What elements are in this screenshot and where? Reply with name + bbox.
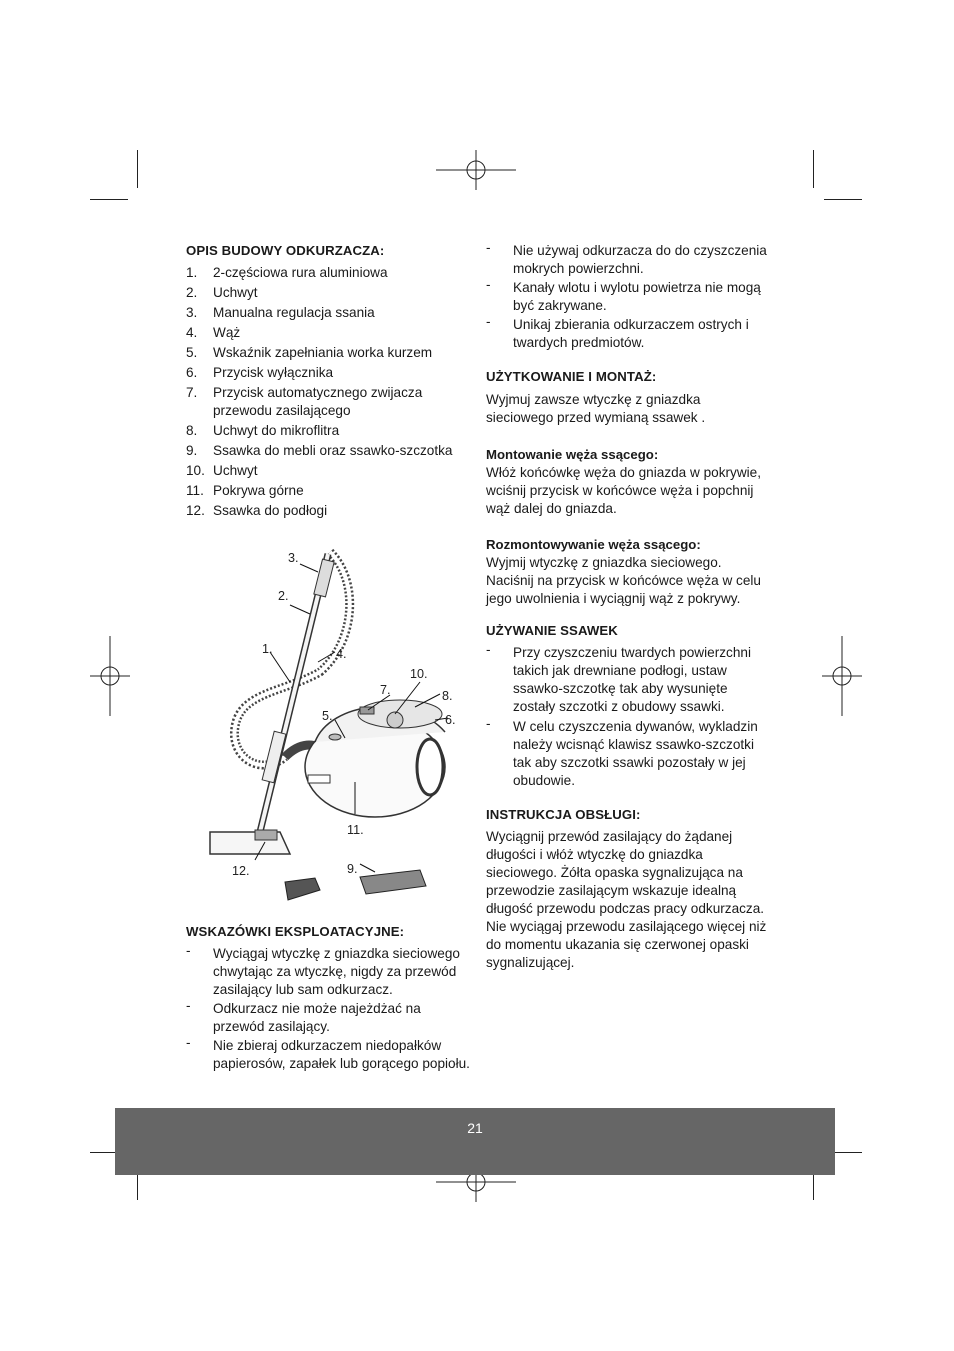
- nozzle-list: [486, 644, 771, 790]
- figure-label: 6.: [445, 713, 456, 727]
- left-column: [186, 242, 471, 1074]
- manual-heading: INSTRUKCJA OBSŁUGI:: [486, 807, 641, 822]
- tips-list: [186, 945, 471, 1073]
- list-item: 10. Uchwyt: [186, 463, 258, 478]
- figure-label: 5.: [322, 709, 333, 723]
- list-item: 1. 2-częściowa rura aluminiowa: [186, 265, 388, 280]
- list-item: 8. Uchwyt do mikroflitra: [186, 423, 340, 438]
- list-item: 9. Ssawka do mebli oraz ssawko-szczotka: [186, 443, 453, 458]
- figure-label: 11.: [347, 823, 364, 837]
- list-item: 4. Wąż: [186, 325, 241, 340]
- figure-label: 7.: [380, 683, 391, 697]
- parts-heading: OPIS BUDOWY ODKURZACZA:: [186, 243, 385, 258]
- list-item: 7. Przycisk automatycznego zwijacza przewodu zasilającego: [186, 385, 423, 418]
- figure-label: 4.: [336, 647, 347, 661]
- list-item: - Wyciągaj wtyczkę z gniazdka sieciowego chwytając za wtyczkę, nigdy za przewód zasilający lub sam odkurzacz.: [186, 943, 460, 997]
- footer-band: [115, 1108, 835, 1175]
- figure-label: 3.: [288, 551, 299, 565]
- list-item: - Unikaj zbierania odkurzaczem ostrych i twardych predmiotów.: [486, 314, 749, 350]
- tips-heading: WSKAZÓWKI EKSPLOATACYJNE:: [186, 924, 405, 939]
- tips-list-continued: [486, 242, 771, 352]
- figure-label: 12.: [232, 864, 250, 878]
- list-item: 2. Uchwyt: [186, 285, 258, 300]
- list-item: 5. Wskaźnik zapełniania worka kurzem: [186, 345, 433, 360]
- registration-mark-icon: [436, 150, 516, 190]
- figure-label: 10.: [410, 667, 428, 681]
- vacuum-illustration: [190, 542, 470, 902]
- figure-label: 1.: [262, 642, 273, 656]
- list-item: - Nie zbieraj odkurzaczem niedopałków papierosów, zapałek lub gorącego popiołu.: [186, 1035, 470, 1071]
- crop-mark: [824, 199, 862, 200]
- figure-label: 2.: [278, 589, 289, 603]
- crop-mark: [813, 150, 814, 188]
- usage-heading: UŻYTKOWANIE I MONTAŻ:: [486, 369, 657, 384]
- crop-mark: [137, 150, 138, 188]
- usage-text: Wyjmuj zawsze wtyczkę z gniazdka sieciowego przed wymianą ssawek .: [486, 392, 706, 425]
- dismount-heading: Rozmontowywanie węża ssącego:: [486, 537, 701, 552]
- list-item: 12. Ssawka do podłogi: [186, 503, 328, 518]
- mount-heading: Montowanie węża ssącego:: [486, 447, 659, 462]
- page-number: 21: [467, 1120, 483, 1136]
- list-item: - Przy czyszczeniu twardych powierzchni takich jak drewniane podłogi, ustaw ssawko-szczotkę tak aby wysunięte zostały szczotki z obudowy ssawki.: [486, 642, 751, 714]
- dismount-text: Wyjmij wtyczkę z gniazdka sieciowego. Naciśnij na przycisk w końcówce węża w celu jego uwolnienia i wyciągnij wąż z pokrywy.: [486, 555, 761, 606]
- nozzle-heading: UŻYWANIE SSAWEK: [486, 623, 618, 638]
- registration-mark-icon: [822, 636, 862, 716]
- list-item: - W celu czyszczenia dywanów, wykladzin należy wcisnąć klawisz ssawko-szczotki tak aby szczotki ssawki pozostały w jej obudowie.: [486, 716, 758, 788]
- parts-list: [186, 264, 471, 520]
- list-item: - Odkurzacz nie może najeżdżać na przewód zasilający.: [186, 998, 421, 1034]
- mount-text: Włóż końcówkę węża do gniazda w pokrywie, wciśnij przycisk w końcówce węża i popchnij wąż dalej do gniazda.: [486, 465, 762, 516]
- vacuum-cleaner-diagram: [190, 542, 470, 902]
- list-item: - Nie używaj odkurzacza do do czyszczenia mokrych powierzchni.: [486, 240, 767, 276]
- crop-mark: [90, 199, 128, 200]
- figure-label: 9.: [347, 862, 358, 876]
- figure-label: 8.: [442, 689, 453, 703]
- list-item: - Kanały wlotu i wylotu powietrza nie mogą być zakrywane.: [486, 277, 761, 313]
- registration-mark-icon: [90, 636, 130, 716]
- right-column: [486, 242, 771, 972]
- list-item: 3. Manualna regulacja ssania: [186, 305, 375, 320]
- list-item: 6. Przycisk wyłącznika: [186, 365, 334, 380]
- list-item: 11. Pokrywa górne: [186, 483, 304, 498]
- manual-text: Wyciągnij przewód zasilający do żądanej długości i włóż wtyczkę do gniazdka sieciowego. Żółta opaska sygnalizująca na przewodzie zasilającym wskazuje idealną długość przewodu podczas pracy odkurzacza. Nie wyciągaj przewodu zasilającego więcej niż do momentu ukazania się czerwonej opaski sygnalizującej.: [486, 829, 767, 970]
